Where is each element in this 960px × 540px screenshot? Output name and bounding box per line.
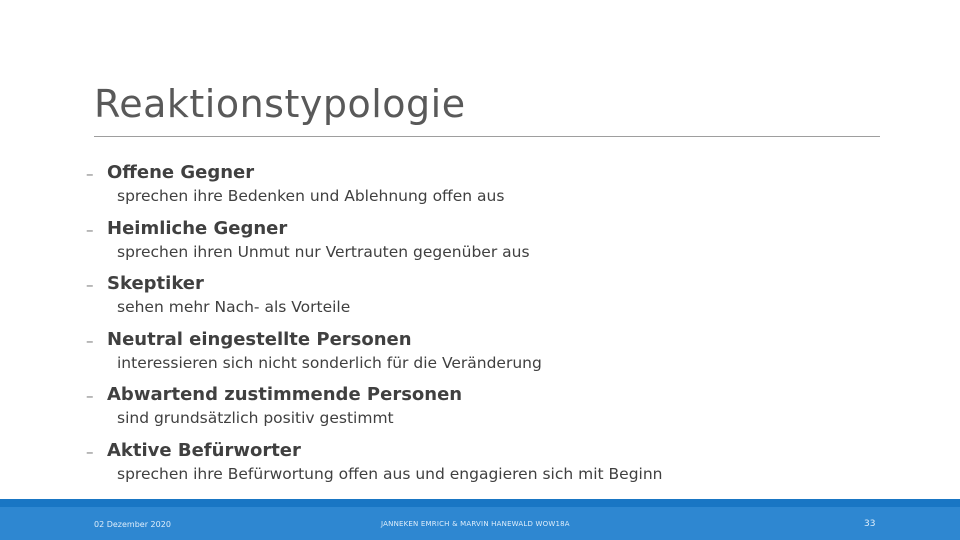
bullet-description: sind grundsätzlich positiv gestimmt [117, 409, 394, 427]
bullet-list [86, 162, 906, 495]
bullet-item [86, 440, 906, 496]
bullet-description: sprechen ihre Befürwortung offen aus und engagieren sich mit Beginn [117, 464, 663, 483]
bullet-dash: – [86, 220, 94, 239]
bullet-description: sehen mehr Nach- als Vorteile [117, 298, 351, 316]
bullet-title: Skeptiker [107, 273, 204, 294]
bullet-title: Heimliche Gegner [107, 217, 288, 239]
bullet-item [86, 218, 906, 274]
footer-authors: JANNEKEN EMRICH & MARVIN HANEWALD WOW18A [381, 520, 570, 528]
bullet-description: sprechen ihren Unmut nur Vertrauten gegenüber aus [117, 242, 530, 261]
bullet-title: Offene Gegner [107, 162, 255, 183]
bullet-item [86, 162, 906, 218]
bullet-item [86, 329, 906, 385]
bullet-dash: – [86, 387, 94, 405]
bullet-description: sprechen ihre Bedenken und Ablehnung offen aus [117, 187, 505, 205]
bullet-description: interessieren sich nicht sonderlich für die Veränderung [117, 353, 542, 372]
bullet-title: Neutral eingestellte Personen [107, 328, 412, 350]
bullet-dash: – [86, 276, 94, 294]
slide-title: Reaktionstypologie [94, 82, 466, 126]
title-underline [94, 136, 880, 137]
bullet-dash: – [86, 331, 94, 350]
bullet-item [86, 384, 906, 440]
bullet-dash: – [86, 442, 94, 461]
bullet-item [86, 273, 906, 329]
footer-date: 02 Dezember 2020 [94, 520, 171, 529]
bullet-title: Aktive Befürworter [107, 439, 301, 461]
bullet-dash: – [86, 165, 94, 183]
page-number: 33 [864, 519, 876, 529]
bullet-title: Abwartend zustimmende Personen [107, 384, 463, 405]
